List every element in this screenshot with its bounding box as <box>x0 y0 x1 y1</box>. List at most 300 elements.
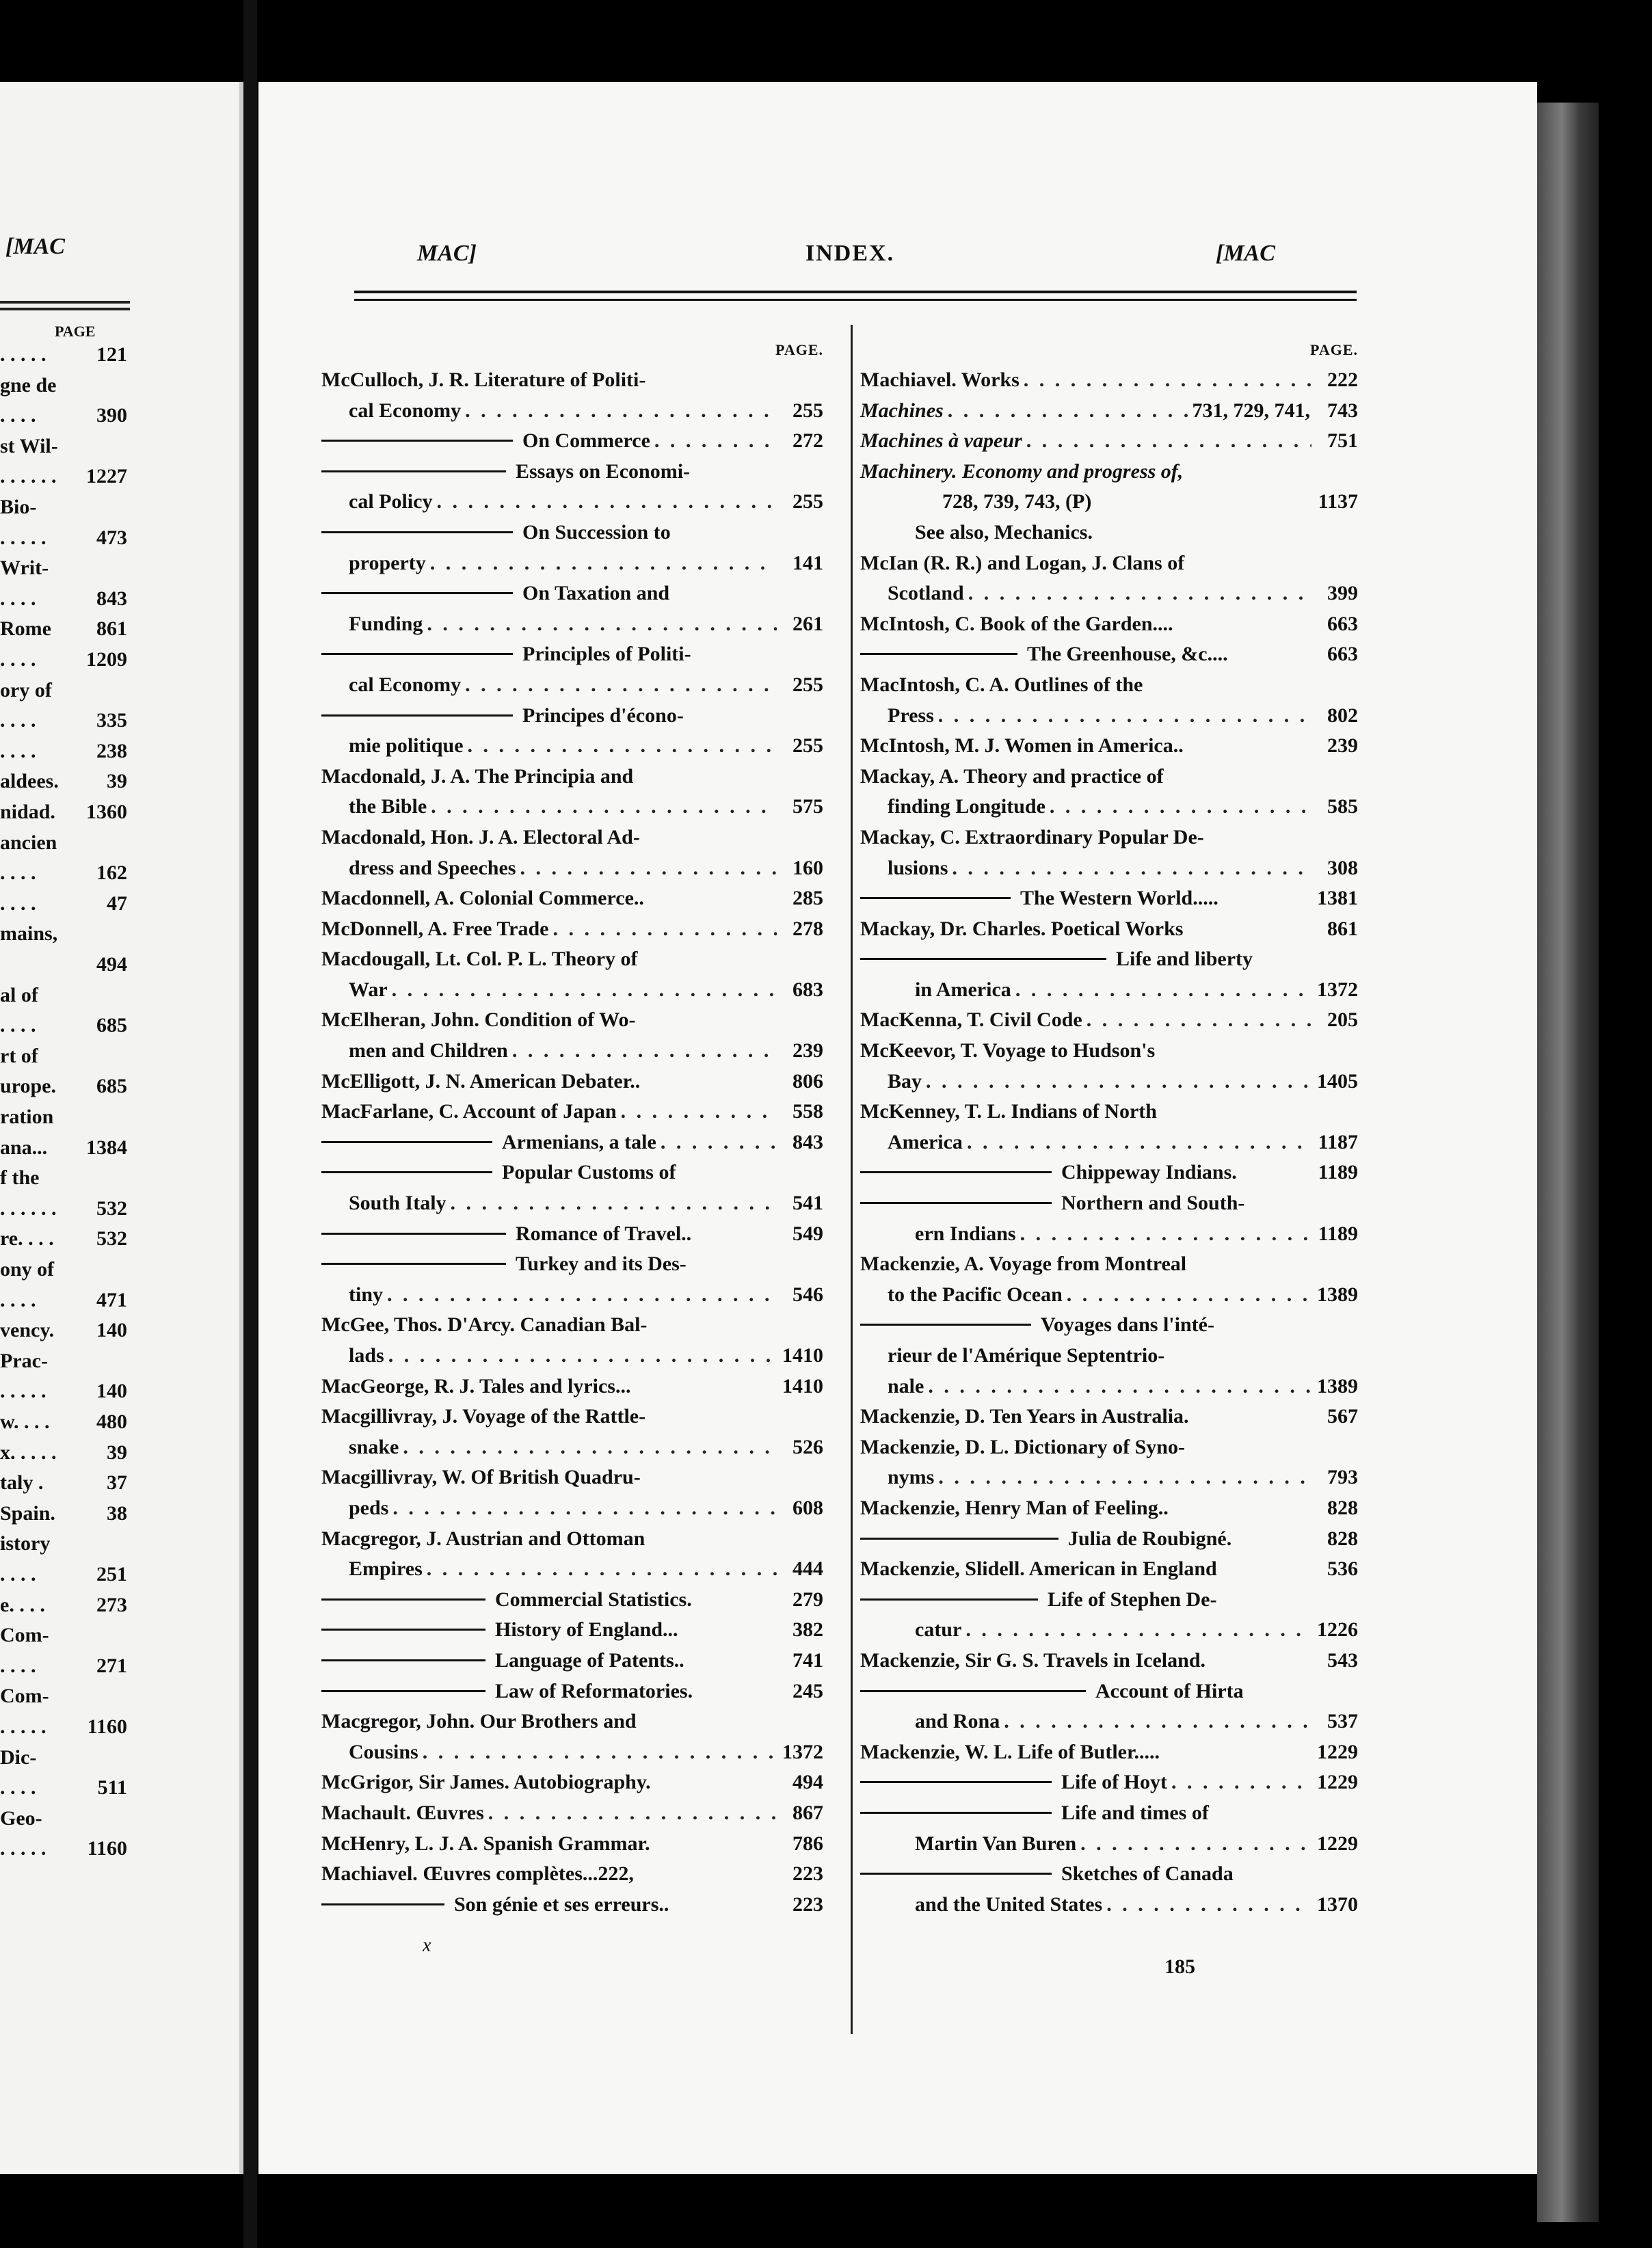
ditto-rule <box>321 440 513 442</box>
previous-page-entry <box>0 1471 127 1495</box>
entry-text: Commercial Statistics. <box>495 1588 692 1611</box>
entry-text: ancien <box>0 831 57 854</box>
index-entry <box>321 1767 823 1798</box>
dot-leader <box>965 1615 1311 1646</box>
dot-leader <box>1020 1219 1311 1250</box>
entry-page: 47 <box>107 892 127 915</box>
previous-page-entry <box>0 1197 127 1220</box>
entry-page: 390 <box>96 404 127 427</box>
previous-page-entry <box>0 496 127 519</box>
previous-page-entry <box>0 1715 127 1739</box>
previous-page-entry <box>0 1655 127 1678</box>
dot-leader <box>465 396 777 427</box>
entry-page: 279 <box>792 1588 823 1611</box>
entry-text: ana... <box>0 1136 48 1159</box>
previous-page-rule <box>0 301 130 304</box>
index-entry <box>321 1067 823 1097</box>
printer-signature-mark: x <box>423 1935 431 1956</box>
previous-page-entry <box>0 1776 127 1799</box>
index-entry <box>321 578 823 609</box>
entry-text: . . . . . . <box>0 1196 57 1220</box>
entry-text: Macgregor, John. Our Brothers and <box>321 1710 637 1733</box>
entry-text: Macgillivray, J. Voyage of the Rattle- <box>321 1405 646 1428</box>
entry-page: 751 <box>1327 429 1358 453</box>
index-entry <box>860 1676 1358 1707</box>
entry-text: . . . . <box>0 1014 36 1037</box>
index-entry <box>860 670 1358 701</box>
entry-page: 861 <box>1327 917 1358 940</box>
entry-text: tiny <box>349 1283 384 1306</box>
entry-text: History of England... <box>495 1618 678 1642</box>
index-entry <box>321 1127 823 1158</box>
dot-leader <box>938 1462 1311 1493</box>
previous-page-entry <box>0 1624 127 1647</box>
book-page-edges <box>1537 103 1599 2222</box>
index-entry <box>860 944 1358 975</box>
index-entry <box>321 1462 823 1493</box>
previous-page-entry <box>0 1106 127 1129</box>
entry-text: Mackay, Dr. Charles. Poetical Works <box>860 917 1184 940</box>
entry-text: Writ- <box>0 557 49 580</box>
ditto-rule <box>321 1629 485 1631</box>
entry-text: On Commerce <box>522 429 650 453</box>
dot-leader <box>488 1798 777 1829</box>
index-entry <box>860 1615 1358 1646</box>
dot-leader <box>423 1737 777 1768</box>
entry-page: 793 <box>1327 1466 1358 1489</box>
entry-page: 399 <box>1327 582 1358 605</box>
entry-text: Life and times of <box>1061 1801 1209 1824</box>
entry-text: 728, 739, 743, (P) <box>942 490 1092 513</box>
index-entry <box>321 1310 823 1341</box>
entry-text: property <box>349 551 426 574</box>
entry-page: 843 <box>792 1130 823 1153</box>
entry-page: 1370 <box>1317 1892 1358 1916</box>
index-entry <box>321 1188 823 1219</box>
entry-text: Press <box>888 704 934 727</box>
entry-text: . . . . <box>0 892 36 915</box>
entry-text: The Western World..... <box>1020 887 1218 910</box>
index-entry <box>321 396 823 427</box>
dot-leader <box>654 426 777 457</box>
index-entry <box>860 426 1358 457</box>
entry-text: Macdougall, Lt. Col. P. L. Theory of <box>321 948 638 971</box>
index-entry <box>860 1859 1358 1890</box>
entry-page: 255 <box>792 673 823 696</box>
entry-text: . . . . <box>0 1563 36 1585</box>
entry-page: 867 <box>792 1801 823 1824</box>
entry-text: mains, <box>0 922 58 946</box>
entry-page: 828 <box>1327 1496 1358 1519</box>
dot-leader <box>928 1371 1311 1402</box>
entry-text: . . . . . <box>0 1715 46 1738</box>
index-entry <box>321 609 823 640</box>
previous-page-entry <box>0 1807 127 1830</box>
entry-text: . . . . . . <box>0 465 57 488</box>
entry-text: . . . . <box>0 587 36 610</box>
ditto-rule <box>860 653 1017 655</box>
entry-text: lads <box>349 1344 384 1367</box>
previous-page-entry <box>0 617 127 641</box>
index-entry <box>860 1188 1358 1219</box>
entry-page: 1410 <box>782 1344 823 1367</box>
index-entry <box>860 853 1358 884</box>
previous-page-fragment <box>0 82 243 2174</box>
entry-text: The Greenhouse, &c.... <box>1027 643 1228 666</box>
entry-page: 38 <box>107 1501 127 1525</box>
index-entry <box>860 701 1358 732</box>
entry-text: MacKenna, T. Civil Code <box>860 1008 1082 1032</box>
index-entry <box>860 1493 1358 1524</box>
entry-page: 223 <box>792 1892 823 1916</box>
entry-text: Mackenzie, W. L. Life of Butler..... <box>860 1740 1160 1763</box>
index-entry <box>860 1158 1358 1188</box>
entry-page: 141 <box>792 551 823 574</box>
previous-page-entry <box>0 374 127 397</box>
entry-text: Dic- <box>0 1745 37 1769</box>
entry-text: Machiavel. Works <box>860 369 1020 391</box>
previous-page-entry <box>0 648 127 671</box>
dot-leader <box>430 548 777 579</box>
previous-page-entry <box>0 1258 127 1281</box>
index-entry <box>321 762 823 792</box>
ditto-rule <box>860 1324 1031 1326</box>
entry-page: 1229 <box>1317 1832 1358 1855</box>
index-entry <box>860 792 1358 822</box>
entry-text: Principes d'écono- <box>522 704 684 727</box>
index-entry <box>860 883 1358 914</box>
entry-text: Mackenzie, Henry Man of Feeling.. <box>860 1496 1169 1519</box>
dot-leader <box>552 914 777 945</box>
ditto-rule <box>321 1141 492 1143</box>
index-entry <box>321 1707 823 1737</box>
index-entry <box>860 1036 1358 1067</box>
index-entry <box>321 1036 823 1067</box>
entry-text: al of <box>0 983 38 1006</box>
index-entry <box>860 1280 1358 1311</box>
dot-leader <box>661 1127 777 1158</box>
ditto-rule <box>860 897 1011 899</box>
entry-text: Voyages dans l'inté- <box>1041 1313 1214 1337</box>
entry-text: vency. <box>0 1319 55 1342</box>
entry-page: 494 <box>96 953 127 976</box>
entry-text: McElligott, J. N. American Debater.. <box>321 1069 641 1093</box>
entry-text: nyms <box>888 1466 935 1489</box>
ditto-rule <box>860 1812 1052 1814</box>
entry-page: 1389 <box>1317 1374 1358 1397</box>
index-entry <box>321 1249 823 1280</box>
index-page <box>258 82 1537 2174</box>
entry-page: 160 <box>792 856 823 879</box>
entry-text: Bio- <box>0 496 37 518</box>
ditto-rule <box>321 592 513 594</box>
previous-page-rule <box>0 308 130 310</box>
entry-page: 1226 <box>1317 1618 1358 1642</box>
index-entry <box>321 914 823 945</box>
previous-page-entry <box>0 1289 127 1312</box>
previous-page-entry <box>0 892 127 915</box>
entry-text: rieur de l'Amérique Septentrio- <box>888 1344 1165 1367</box>
index-entry <box>321 1402 823 1432</box>
previous-page-entry <box>0 831 127 855</box>
previous-page-entry <box>0 526 127 550</box>
previous-page-entry <box>0 465 127 488</box>
index-entry <box>321 1798 823 1829</box>
ditto-rule <box>860 1171 1052 1173</box>
entry-text: Geo- <box>0 1806 42 1830</box>
entry-page: 549 <box>792 1222 823 1245</box>
index-entry <box>860 1219 1358 1250</box>
ditto-rule <box>321 714 513 717</box>
previous-page-entry <box>0 861 127 885</box>
entry-page: 741 <box>792 1648 823 1672</box>
entry-text: Rome <box>0 617 51 641</box>
dot-leader <box>1004 1707 1311 1737</box>
ditto-rule <box>860 1690 1086 1692</box>
entry-page: 532 <box>96 1227 127 1250</box>
index-entry <box>321 1097 823 1127</box>
entry-page: 663 <box>1327 643 1358 666</box>
entry-text: peds <box>349 1496 389 1519</box>
previous-page-entry <box>0 740 127 763</box>
entry-text: Machinery. Economy and progress of, <box>860 459 1184 483</box>
entry-page: 1160 <box>87 1715 127 1738</box>
index-entry <box>860 1554 1358 1585</box>
index-column-left <box>321 335 823 1920</box>
entry-page: 1189 <box>1318 1222 1358 1245</box>
index-entry <box>860 975 1358 1006</box>
entry-page: 205 <box>1327 1008 1358 1032</box>
entry-text: finding Longitude <box>888 795 1045 818</box>
entry-page: 1209 <box>86 648 127 671</box>
entry-text: and the United States <box>915 1892 1103 1916</box>
entry-text: Scotland <box>888 582 964 605</box>
previous-page-entry <box>0 1227 127 1250</box>
previous-page-entry <box>0 435 127 458</box>
dot-leader <box>938 701 1311 732</box>
running-head-left: MAC] <box>417 241 477 266</box>
entry-text: Essays on Economi- <box>516 459 691 483</box>
entry-page: 1384 <box>86 1136 127 1159</box>
dot-leader <box>388 1341 777 1371</box>
previous-page-entry <box>0 1350 127 1373</box>
entry-page: 861 <box>96 617 127 641</box>
index-entry <box>321 883 823 914</box>
index-entry <box>321 731 823 762</box>
entry-text: Prac- <box>0 1349 48 1372</box>
entry-text: lusions <box>888 856 948 879</box>
index-entry <box>860 762 1358 792</box>
entry-text: . . . . <box>0 861 36 885</box>
entry-text: in America <box>915 978 1011 1001</box>
entry-page: 239 <box>792 1039 823 1062</box>
entry-page: 245 <box>792 1679 823 1702</box>
dot-leader <box>1106 1890 1311 1921</box>
entry-page: 1229 <box>1317 1771 1358 1794</box>
ditto-rule <box>860 1781 1052 1783</box>
entry-text: Machault. Œuvres <box>321 1801 484 1824</box>
entry-text: . . . . . <box>0 1837 46 1860</box>
entry-text: McKeevor, T. Voyage to Hudson's <box>860 1039 1156 1062</box>
entry-text: McIntosh, C. Book of the Garden.... <box>860 612 1173 635</box>
index-entry <box>860 639 1358 670</box>
previous-page-entry <box>0 1746 127 1769</box>
entry-text: Mackenzie, D. L. Dictionary of Syno- <box>860 1435 1185 1458</box>
entry-page: 567 <box>1327 1405 1358 1428</box>
index-entry <box>860 1585 1358 1616</box>
entry-page: 1389 <box>1317 1283 1358 1306</box>
entry-page: 685 <box>96 1075 127 1098</box>
entry-text: MacFarlane, C. Account of Japan <box>321 1100 617 1123</box>
entry-page: 223 <box>792 1862 823 1886</box>
entry-page: 585 <box>1327 795 1358 818</box>
index-entry <box>860 487 1358 518</box>
index-entry <box>321 944 823 975</box>
index-entry <box>321 853 823 884</box>
entry-text: ony of <box>0 1258 55 1281</box>
entry-page: 1372 <box>1317 978 1358 1001</box>
entry-text: Account of Hirta <box>1095 1679 1244 1702</box>
entry-page: 1189 <box>1318 1161 1358 1184</box>
entry-text: . . . . <box>0 739 36 762</box>
index-entry <box>321 792 823 822</box>
index-entry <box>321 1676 823 1707</box>
entry-text: ern Indians <box>915 1222 1016 1245</box>
dot-leader <box>1171 1767 1311 1798</box>
entry-text: McHenry, L. J. A. Spanish Grammar. <box>321 1832 650 1855</box>
entry-page: 444 <box>792 1557 823 1581</box>
entry-text: See also, Mechanics. <box>915 520 1093 544</box>
entry-page: 1372 <box>782 1740 823 1763</box>
index-entry <box>321 1585 823 1616</box>
entry-page: 39 <box>107 770 127 793</box>
previous-page-entry <box>0 953 127 976</box>
entry-text: Northern and South- <box>1061 1192 1245 1215</box>
entry-page: 285 <box>792 887 823 910</box>
entry-page: 1410 <box>782 1374 823 1397</box>
dot-leader <box>967 1127 1311 1158</box>
entry-page: 1360 <box>86 801 127 823</box>
entry-text: Life of Stephen De- <box>1048 1588 1217 1611</box>
previous-page-entry <box>0 1441 127 1464</box>
entry-text: Mackenzie, A. Voyage from Montreal <box>860 1253 1187 1276</box>
index-entry <box>321 670 823 701</box>
entry-page: 473 <box>96 526 127 549</box>
column-page-label: PAGE. <box>775 341 823 358</box>
dot-leader <box>427 1554 777 1585</box>
page-number: 185 <box>1164 1955 1195 1978</box>
index-entry <box>860 1341 1358 1371</box>
previous-page-running-head: [MAC <box>5 234 65 259</box>
entry-text: McCulloch, J. R. Literature of Politi- <box>321 369 646 391</box>
column-page-label: PAGE. <box>1310 341 1358 358</box>
entry-text: the Bible <box>349 795 427 818</box>
previous-page-entry <box>0 587 127 611</box>
dot-leader <box>1026 426 1311 457</box>
dot-leader <box>431 792 777 822</box>
entry-page: 382 <box>792 1618 823 1642</box>
entry-text: On Taxation and <box>522 582 670 605</box>
entry-text: Mackay, C. Extraordinary Popular De- <box>860 825 1204 848</box>
entry-text: MacIntosh, C. A. Outlines of the <box>860 673 1143 696</box>
running-head-right: [MAC <box>1216 241 1275 266</box>
index-entry <box>321 1554 823 1585</box>
entry-text: America <box>888 1130 963 1153</box>
entry-text: Empires <box>349 1557 423 1581</box>
entry-page: 255 <box>792 399 823 422</box>
entry-text: Son génie et ses erreurs.. <box>454 1892 669 1916</box>
entry-text: snake <box>349 1435 399 1458</box>
entry-text: Mackenzie, Sir G. S. Travels in Iceland. <box>860 1648 1206 1672</box>
entry-text: Funding <box>349 612 423 635</box>
entry-text: . . . . <box>0 404 36 427</box>
previous-page-entry <box>0 1563 127 1586</box>
entry-text: . . . . <box>0 709 36 732</box>
entry-text: Language of Patents.. <box>495 1648 684 1672</box>
entry-text: f the <box>0 1166 40 1190</box>
entry-page: 685 <box>96 1014 127 1037</box>
index-entry <box>860 1097 1358 1127</box>
entry-text: Macgregor, J. Austrian and Ottoman <box>321 1527 645 1550</box>
ditto-rule <box>860 1873 1052 1875</box>
entry-text: . . . . <box>0 1654 36 1677</box>
index-entry <box>860 1005 1358 1036</box>
ditto-rule <box>321 1263 506 1265</box>
entry-page: 140 <box>96 1380 127 1403</box>
entry-text: Macdonnell, A. Colonial Commerce.. <box>321 887 644 910</box>
entry-text: . . . . <box>0 1288 36 1311</box>
entry-text: Chippeway Indians. <box>1061 1161 1237 1184</box>
previous-page-page-label: PAGE <box>55 323 96 340</box>
dot-leader <box>1015 975 1311 1006</box>
previous-page-entry <box>0 1319 127 1342</box>
entry-page: 536 <box>1327 1557 1358 1581</box>
entry-page: 802 <box>1327 704 1358 727</box>
ditto-rule <box>321 1598 485 1601</box>
entry-text: Machiavel. Œuvres complètes...222, <box>321 1862 634 1886</box>
entry-text: mie politique <box>349 734 464 758</box>
entry-text: McKenney, T. L. Indians of North <box>860 1100 1157 1123</box>
previous-page-entry <box>0 1594 127 1617</box>
ditto-rule <box>321 653 513 655</box>
index-entry <box>860 1524 1358 1555</box>
entry-text: gne de <box>0 373 57 397</box>
entry-page: 255 <box>792 734 823 758</box>
index-entry <box>321 365 823 396</box>
index-entry <box>860 365 1358 396</box>
dot-leader <box>1050 792 1311 822</box>
entry-text: MacGeorge, R. J. Tales and lyrics... <box>321 1374 631 1397</box>
ditto-rule <box>321 470 506 472</box>
entry-page: 278 <box>792 917 823 940</box>
previous-page-entry <box>0 679 127 702</box>
entry-text: Martin Van Buren <box>915 1832 1077 1855</box>
dot-leader <box>1087 1005 1311 1036</box>
entry-text: Bay <box>888 1069 922 1093</box>
previous-page-entry <box>0 770 127 793</box>
entry-text: Armenians, a tale <box>502 1130 656 1153</box>
previous-page-entry <box>0 1014 127 1037</box>
previous-page-entry <box>0 1410 127 1434</box>
entry-text: McGrigor, Sir James. Autobiography. <box>321 1771 651 1794</box>
entry-text: . . . . . <box>0 343 46 366</box>
entry-text: Turkey and its Des- <box>516 1253 687 1276</box>
entry-page: 558 <box>792 1100 823 1123</box>
entry-text: Mackenzie, D. Ten Years in Australia. <box>860 1405 1189 1428</box>
dot-leader <box>512 1036 777 1067</box>
entry-page: 255 <box>792 490 823 513</box>
index-entry <box>860 1829 1358 1860</box>
